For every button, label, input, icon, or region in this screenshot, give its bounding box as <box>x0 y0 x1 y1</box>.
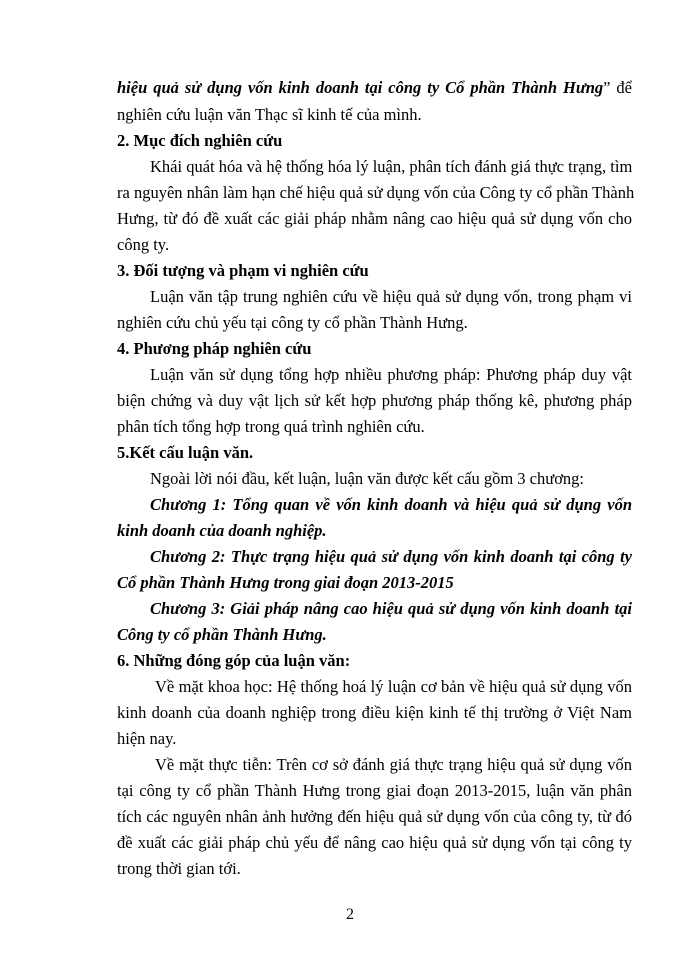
chapter-3-line-2: Công ty cổ phần Thành Hưng. <box>117 625 327 644</box>
section-2-heading: 2. Mục đích nghiên cứu <box>117 131 283 150</box>
chapter-1-line-1: Chương 1: Tổng quan về vốn kinh doanh và hiệu quả sử dụng vốn <box>150 495 632 514</box>
chapter-3-line-1: Chương 3: Giải pháp nâng cao hiệu quả sử dụng vốn kinh doanh tại <box>150 599 632 618</box>
section-4-line: phân tích tổng hợp trong quá trình nghiên cứu. <box>117 417 425 436</box>
section-6-science-line: kinh doanh của doanh nghiệp trong điều kiện kinh tế thị trường ở Việt Nam <box>117 703 632 722</box>
section-5-intro: Ngoài lời nói đầu, kết luận, luận văn được kết cấu gồm 3 chương: <box>150 469 585 488</box>
section-4-line: biện chứng và duy vật lịch sử kết hợp phương pháp thống kê, phương pháp <box>117 391 632 410</box>
section-4-heading: 4. Phương pháp nghiên cứu <box>117 339 312 358</box>
intro-line-1 <box>117 78 632 98</box>
intro-topic-title: hiệu quả sử dụng vốn kinh doanh tại công ty Cổ phần Thành Hưng <box>117 78 604 97</box>
chapter-2-line-2: Cổ phần Thành Hưng trong giai đoạn 2013-2015 <box>117 573 454 592</box>
section-6-practice-line: tại công ty cổ phần Thành Hưng trong giai đoạn 2013-2015, luận văn phân <box>117 781 632 800</box>
section-6-science-line: Về mặt khoa học: Hệ thống hoá lý luận cơ bản về hiệu quả sử dụng vốn <box>155 677 632 696</box>
section-6-heading: 6. Những đóng góp của luận văn: <box>117 651 351 670</box>
section-6-science-line: hiện nay. <box>117 729 177 748</box>
intro-line-1-tail: ” để <box>603 78 633 97</box>
section-3-heading: 3. Đối tượng và phạm vi nghiên cứu <box>117 261 369 280</box>
section-6-practice-line: đề xuất các giải pháp chủ yếu để nâng cao hiệu quả sử dụng vốn tại công ty <box>117 833 632 852</box>
section-6-practice-line: Về mặt thực tiễn: Trên cơ sở đánh giá thực trạng hiệu quả sử dụng vốn <box>155 755 632 774</box>
section-2-line: Khái quát hóa và hệ thống hóa lý luận, phân tích đánh giá thực trạng, tìm <box>150 157 633 176</box>
section-3-line: nghiên cứu chủ yếu tại công ty cổ phần Thành Hưng. <box>117 313 468 332</box>
chapter-2-line-1: Chương 2: Thực trạng hiệu quả sử dụng vốn kinh doanh tại công ty <box>150 547 632 566</box>
section-2-line: công ty. <box>117 235 170 254</box>
chapter-1-line-2: kinh doanh của doanh nghiệp. <box>117 521 327 540</box>
section-6-practice-line: trong thời gian tới. <box>117 859 241 878</box>
section-6-practice-line: tích các nguyên nhân ảnh hưởng đến hiệu quả sử dụng vốn của công ty, từ đó <box>117 807 632 826</box>
section-2-line: ra nguyên nhân làm hạn chế hiệu quả sử dụng vốn của Công ty cổ phần Thành <box>117 183 635 202</box>
section-5-heading: 5.Kết cấu luận văn. <box>117 443 254 462</box>
section-2-line: Hưng, từ đó đề xuất các giải pháp nhằm nâng cao hiệu quả sử dụng vốn cho <box>117 209 632 228</box>
intro-line-2: nghiên cứu luận văn Thạc sĩ kinh tế của mình. <box>117 105 422 124</box>
page-number: 2 <box>346 906 354 923</box>
section-3-line: Luận văn tập trung nghiên cứu về hiệu quả sử dụng vốn, trong phạm vi <box>150 287 632 306</box>
section-4-line: Luận văn sử dụng tổng hợp nhiều phương pháp: Phương pháp duy vật <box>150 365 632 384</box>
